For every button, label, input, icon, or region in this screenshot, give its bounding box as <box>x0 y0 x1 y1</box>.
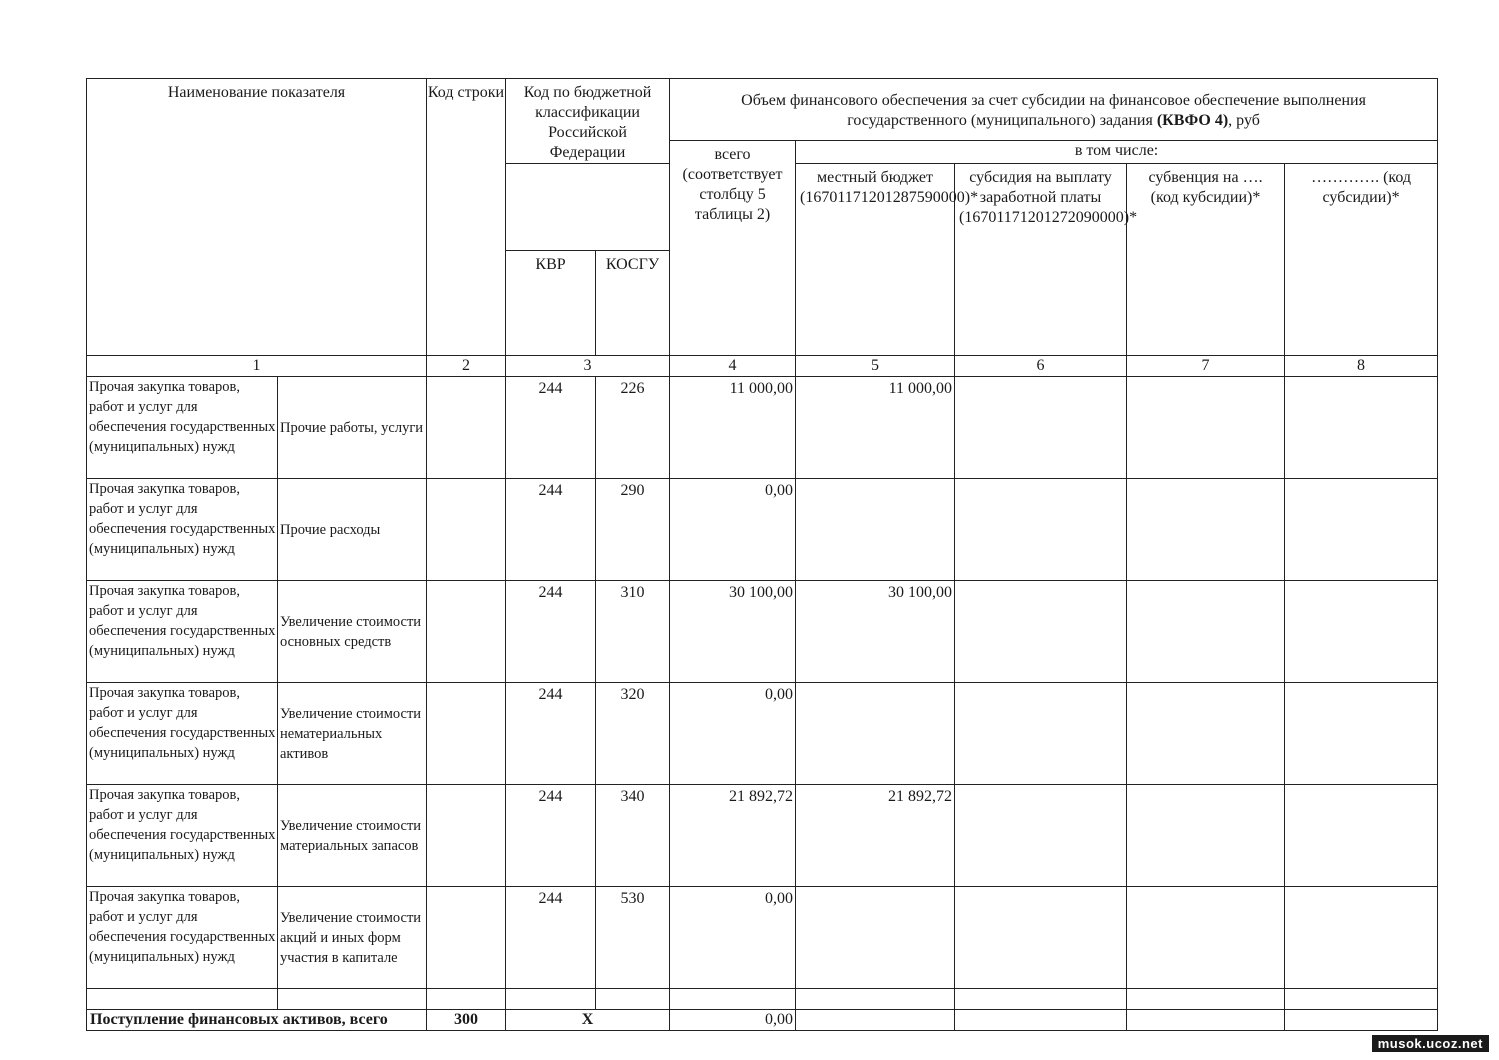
row-subitem: Увеличение стоимости материальных запасов <box>278 785 427 887</box>
row-subsidy <box>1285 479 1438 581</box>
empty-cell <box>1285 989 1438 1010</box>
row-name: Прочая закупка товаров, работ и услуг для обеспечения государственных (муниципальных) нужд <box>87 479 278 581</box>
row-total: 0,00 <box>670 683 796 785</box>
row-subvention <box>1127 377 1285 479</box>
total-row-subsidy <box>1285 1010 1438 1031</box>
row-kvr: 244 <box>506 581 596 683</box>
row-kosgu: 226 <box>596 377 670 479</box>
row-salary <box>955 377 1127 479</box>
row-name: Прочая закупка товаров, работ и услуг для обеспечения государственных (муниципальных) нужд <box>87 377 278 479</box>
row-kvr: 244 <box>506 785 596 887</box>
row-line-code <box>427 785 506 887</box>
total-row-line-code: 300 <box>427 1010 506 1031</box>
header-kvr-text: КВР <box>535 256 566 273</box>
row-kosgu: 320 <box>596 683 670 785</box>
column-number: 3 <box>506 356 670 377</box>
row-subsidy <box>1285 377 1438 479</box>
row-kosgu: 340 <box>596 785 670 887</box>
financial-table <box>86 78 1438 1031</box>
header-local <box>796 164 979 356</box>
total-row-name: Поступление финансовых активов, всего <box>87 1010 427 1031</box>
row-subvention <box>1127 479 1285 581</box>
header-subsidy-text: …………. (код субсидии)* <box>1311 169 1412 206</box>
header-budget-code <box>506 79 670 164</box>
header-kvr <box>506 251 596 356</box>
header-salary <box>955 164 1138 356</box>
header-subvention-text: субвенция на …. (код кубсидии)* <box>1148 169 1263 206</box>
row-kvr: 244 <box>506 683 596 785</box>
row-subitem: Прочие расходы <box>278 479 427 581</box>
header-budget-spacer <box>506 164 670 251</box>
row-subsidy <box>1285 887 1438 989</box>
watermark: musok.ucoz.net <box>1372 1035 1489 1052</box>
row-salary <box>955 887 1127 989</box>
header-volume-bold: (КВФО 4) <box>1156 111 1229 129</box>
empty-cell <box>670 989 796 1010</box>
row-line-code <box>427 683 506 785</box>
header-volume <box>670 79 1438 141</box>
header-kosgu-text: КОСГУ <box>605 256 660 273</box>
header-name-text: Наименование показателя <box>167 84 346 101</box>
row-line-code <box>427 377 506 479</box>
row-subitem: Увеличение стоимости основных средств <box>278 581 427 683</box>
column-number: 6 <box>955 356 1127 377</box>
header-budget-code-text: Код по бюджетной классификации Российской Федерации <box>523 84 652 161</box>
row-subsidy <box>1285 581 1438 683</box>
table-row <box>87 581 1438 683</box>
row-kvr: 244 <box>506 377 596 479</box>
header-total <box>670 141 796 356</box>
column-numbers-row <box>87 356 1438 377</box>
row-total: 30 100,00 <box>670 581 796 683</box>
row-kosgu: 290 <box>596 479 670 581</box>
header-volume-suffix: , руб <box>1228 111 1260 129</box>
row-subvention <box>1127 887 1285 989</box>
empty-cell <box>278 989 427 1010</box>
table-row <box>87 479 1438 581</box>
table-row <box>87 683 1438 785</box>
row-total: 21 892,72 <box>670 785 796 887</box>
header-local-text: местный бюджет (16701171201287590000)* <box>800 169 979 206</box>
header-line-code <box>427 79 506 356</box>
row-local <box>796 887 955 989</box>
total-row <box>87 1010 1438 1031</box>
row-subitem: Увеличение стоимости акций и иных форм участия в капитале <box>278 887 427 989</box>
row-total: 0,00 <box>670 479 796 581</box>
row-local <box>796 683 955 785</box>
header-volume-prefix: Объем финансового обеспечения за счет субсидии на финансовое обеспечение выполнения государственного (муниципального) задания <box>741 91 1366 129</box>
table-row <box>87 785 1438 887</box>
column-number: 5 <box>796 356 955 377</box>
empty-cell <box>506 989 596 1010</box>
header-line-code-text: Код строки <box>427 84 505 101</box>
row-subsidy <box>1285 785 1438 887</box>
row-local <box>796 479 955 581</box>
empty-cell <box>596 989 670 1010</box>
empty-cell <box>87 989 278 1010</box>
table-row <box>87 887 1438 989</box>
empty-cell <box>1127 989 1285 1010</box>
row-salary <box>955 683 1127 785</box>
row-salary <box>955 479 1127 581</box>
row-line-code <box>427 887 506 989</box>
empty-cell <box>955 989 1127 1010</box>
total-row-salary <box>955 1010 1127 1031</box>
row-subitem: Увеличение стоимости нематериальных активов <box>278 683 427 785</box>
row-total: 0,00 <box>670 887 796 989</box>
header-total-text: всего (соответствует столбцу 5 таблицы 2) <box>682 146 783 223</box>
row-salary <box>955 581 1127 683</box>
table-row <box>87 377 1438 479</box>
row-name: Прочая закупка товаров, работ и услуг для обеспечения государственных (муниципальных) нужд <box>87 683 278 785</box>
row-line-code <box>427 479 506 581</box>
column-number: 1 <box>87 356 427 377</box>
header-subsidy <box>1285 164 1438 356</box>
row-subvention <box>1127 581 1285 683</box>
header-including-text: в том числе: <box>1074 142 1159 159</box>
row-local: 11 000,00 <box>796 377 955 479</box>
total-row-subvention <box>1127 1010 1285 1031</box>
row-name: Прочая закупка товаров, работ и услуг для обеспечения государственных (муниципальных) нужд <box>87 785 278 887</box>
column-number: 8 <box>1285 356 1438 377</box>
header-name <box>87 79 427 356</box>
row-local: 21 892,72 <box>796 785 955 887</box>
row-kvr: 244 <box>506 887 596 989</box>
row-name: Прочая закупка товаров, работ и услуг для обеспечения государственных (муниципальных) нужд <box>87 581 278 683</box>
row-kvr: 244 <box>506 479 596 581</box>
row-subvention <box>1127 683 1285 785</box>
row-local: 30 100,00 <box>796 581 955 683</box>
row-kosgu: 310 <box>596 581 670 683</box>
empty-row <box>87 989 1438 1010</box>
header-kosgu <box>596 251 670 356</box>
header-subvention <box>1127 164 1285 356</box>
row-name: Прочая закупка товаров, работ и услуг для обеспечения государственных (муниципальных) нужд <box>87 887 278 989</box>
column-number: 2 <box>427 356 506 377</box>
column-number: 4 <box>670 356 796 377</box>
empty-cell <box>796 989 955 1010</box>
total-row-kvr: Х <box>506 1010 670 1031</box>
total-row-local <box>796 1010 955 1031</box>
row-salary <box>955 785 1127 887</box>
row-total: 11 000,00 <box>670 377 796 479</box>
total-row-total: 0,00 <box>670 1010 796 1031</box>
header-including <box>796 141 1438 164</box>
column-number: 7 <box>1127 356 1285 377</box>
row-subvention <box>1127 785 1285 887</box>
row-subsidy <box>1285 683 1438 785</box>
row-kosgu: 530 <box>596 887 670 989</box>
row-subitem: Прочие работы, услуги <box>278 377 427 479</box>
empty-cell <box>427 989 506 1010</box>
row-line-code <box>427 581 506 683</box>
header-salary-text: субсидия на выплату заработной платы (16701171201272090000)* <box>959 169 1138 226</box>
